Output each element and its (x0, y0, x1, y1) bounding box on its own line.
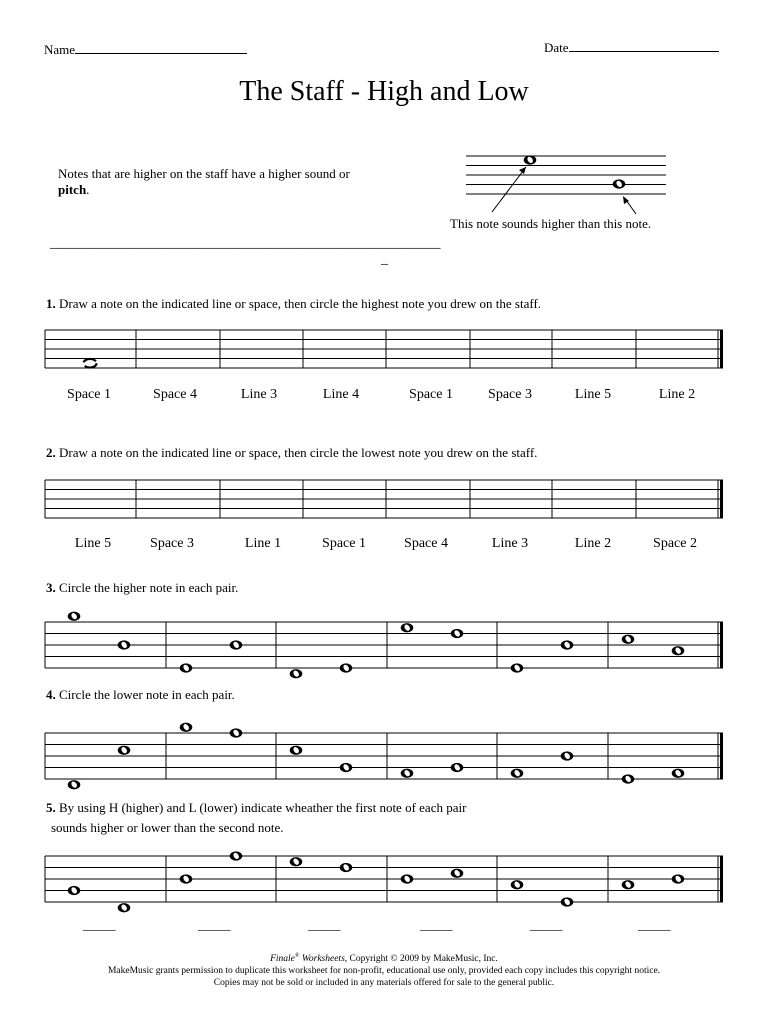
question-4-text: Circle the lower note in each pair. (55, 687, 235, 702)
footer-permission: MakeMusic grants permission to duplicate this worksheet for non-profit, educational use only, provided each copy includes this copyright notice. (107, 966, 661, 977)
q1-label-4: Line 4 (322, 387, 360, 402)
footer-reg-mark: ® (294, 953, 300, 959)
question-5-text: By using H (higher) and L (lower) indicate wheather the first note of each pair (55, 800, 467, 815)
q1-example-note (84, 359, 97, 368)
q2-label-3: Line 1 (244, 536, 282, 551)
page-title: The Staff - High and Low (239, 76, 529, 107)
footer-brand-rest: Worksheets (299, 954, 345, 965)
q5-answer-blank-5[interactable]: _____ (530, 917, 563, 932)
intro-text-start: Notes that are higher on the staff have a higher sound or (58, 166, 350, 181)
question-5-number: 5. (46, 800, 56, 815)
date-label: Date (544, 40, 569, 55)
example-arrowhead-high (519, 167, 526, 174)
question-4-number: 4. (46, 687, 56, 702)
q5-answer-blank-6[interactable]: _____ (638, 917, 671, 932)
divider-line: ____________________________________________________________ (50, 236, 440, 251)
q2-label-5: Space 4 (404, 536, 448, 551)
q5-answer-blank-2[interactable]: _____ (198, 917, 231, 932)
question-3-number: 3. (46, 580, 56, 595)
q1-label-8: Line 2 (658, 387, 696, 402)
q5-answer-blank-1[interactable]: _____ (83, 917, 116, 932)
question-2-text: Draw a note on the indicated line or space, then circle the lowest note you drew on the staff. (55, 445, 538, 460)
footer-brand: Finale (270, 954, 295, 965)
q1-label-7: Line 5 (574, 387, 612, 402)
q2-label-8: Space 2 (653, 536, 697, 551)
q2-label-4: Space 1 (322, 536, 366, 551)
divider-tail: _ (381, 252, 388, 267)
q5-answer-blank-3[interactable]: _____ (308, 917, 341, 932)
question-1-text: Draw a note on the indicated line or space, then circle the highest note you drew on the staff. (55, 296, 542, 311)
example-arrow-low (626, 200, 636, 214)
question-5-line2: sounds higher or lower than the second note. (51, 820, 284, 835)
q2-label-7: Line 2 (574, 536, 612, 551)
example-arrow-high (492, 167, 526, 212)
q1-label-1: Space 1 (67, 387, 111, 402)
pitch-term: pitch (58, 182, 87, 197)
q1-label-6: Space 3 (488, 387, 532, 402)
name-label: Name (44, 42, 76, 57)
q1-label-5: Space 1 (409, 387, 453, 402)
example-caption: This note sounds higher than this note. (450, 216, 652, 231)
q1-label-2: Space 4 (153, 387, 197, 402)
question-3-text: Circle the higher note in each pair. (55, 580, 239, 595)
q2-label-1: Line 5 (74, 536, 112, 551)
question-2-number: 2. (46, 445, 56, 460)
question-1-number: 1. (46, 296, 56, 311)
intro-text-end: . (86, 182, 90, 197)
q2-label-6: Line 3 (491, 536, 529, 551)
q5-answer-blank-4[interactable]: _____ (420, 917, 453, 932)
q2-label-2: Space 3 (150, 536, 194, 551)
footer-copyright-text: , Copyright © 2009 by MakeMusic, Inc. (344, 954, 498, 965)
footer-restriction: Copies may not be sold or included in any materials offered for sale to the general public. (213, 978, 555, 989)
q1-label-3: Line 3 (240, 387, 278, 402)
